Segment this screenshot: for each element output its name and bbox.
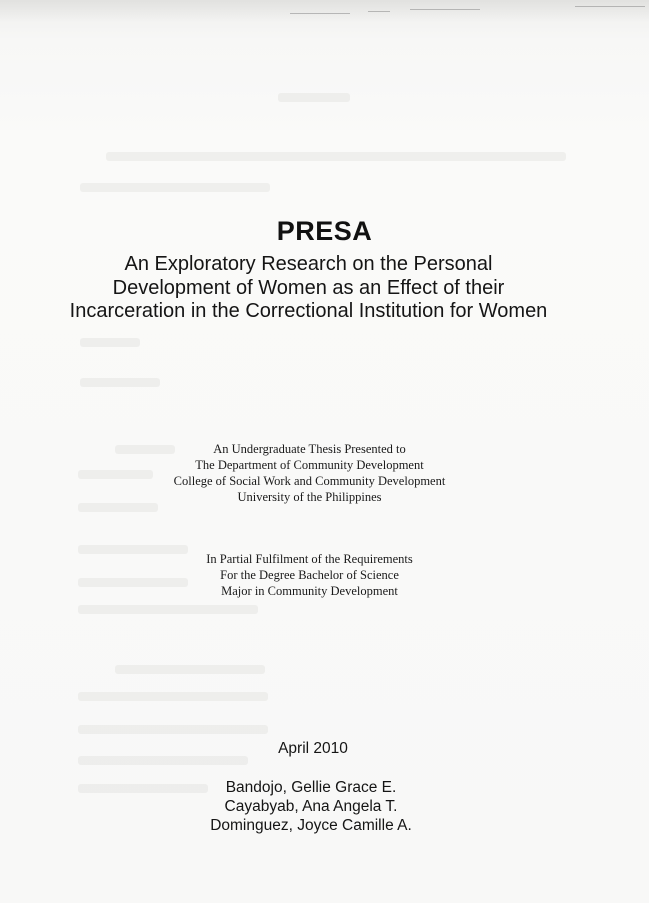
scan-artifact: [575, 6, 645, 7]
requirements-line: For the Degree Bachelor of Science: [220, 568, 399, 582]
bleed-through-text: [78, 692, 268, 701]
bleed-through-text: [80, 183, 270, 192]
author-name: Cayabyab, Ana Angela T.: [224, 798, 398, 815]
bleed-through-text: [115, 665, 265, 674]
subtitle-line: An Exploratory Research on the Personal: [124, 253, 493, 275]
scan-artifact: [290, 13, 350, 14]
presentation-line: College of Social Work and Community Development: [173, 474, 446, 488]
thesis-title: PRESA: [276, 216, 373, 246]
presentation-line: An Undergraduate Thesis Presented to: [213, 442, 406, 456]
bleed-through-text: [278, 93, 350, 102]
author-name: Bandojo, Gellie Grace E.: [225, 779, 397, 796]
bleed-through-text: [78, 605, 258, 614]
scan-artifact: [410, 9, 480, 10]
requirements-line: Major in Community Development: [221, 584, 398, 598]
bleed-through-text: [78, 725, 268, 734]
scan-top-shadow: [0, 0, 649, 22]
presentation-line: The Department of Community Development: [195, 458, 424, 472]
subtitle-line: Incarceration in the Correctional Institution for Women: [69, 300, 548, 322]
submission-date: April 2010: [278, 740, 348, 757]
subtitle-line: Development of Women as an Effect of their: [112, 276, 505, 299]
presentation-line: University of the Philippines: [237, 490, 382, 504]
thesis-subtitle: [0, 253, 617, 324]
author-list: [0, 778, 622, 835]
presentation-statement: [0, 441, 619, 505]
bleed-through-text: [80, 338, 140, 347]
requirements-line: In Partial Fulfilment of the Requirements: [206, 552, 413, 566]
bleed-through-text: [80, 378, 160, 387]
scan-artifact: [368, 11, 390, 12]
bleed-through-text: [106, 152, 566, 161]
author-name: Dominguez, Joyce Camille A.: [210, 817, 412, 834]
requirements-statement: [0, 551, 619, 599]
